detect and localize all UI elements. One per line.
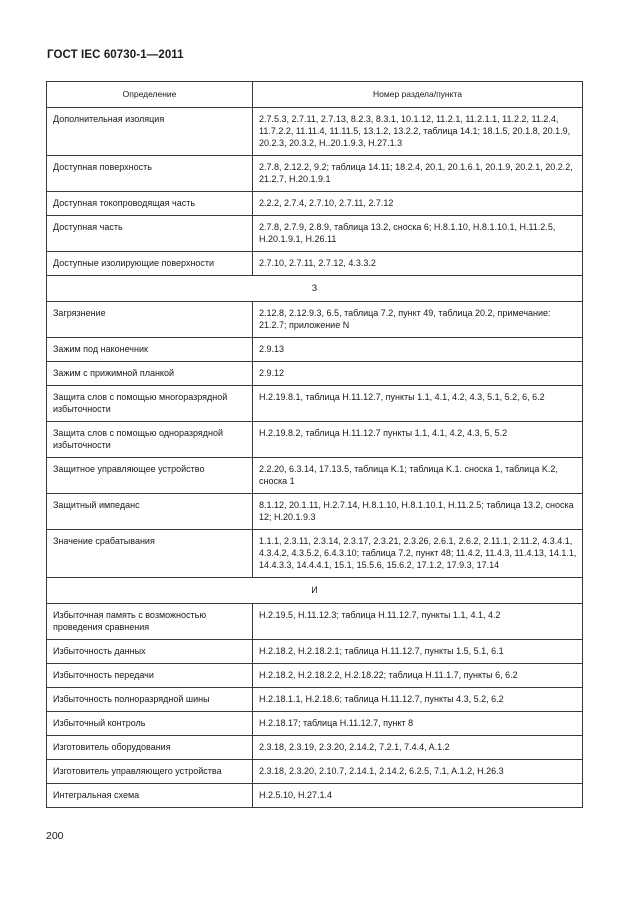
reference-cell: 2.3.18, 2.3.19, 2.3.20, 2.14.2, 7.2.1, 7.4.4, A.1.2 <box>253 736 583 760</box>
term-cell: Избыточная память с возможностью проведения сравнения <box>47 604 253 640</box>
reference-cell: 2.7.8, 2.12.2, 9.2; таблица 14.11; 18.2.4, 20.1, 20.1.6.1, 20.1.9, 20.2.1, 20.2.2, 21.2.7, H.20.1.9.1 <box>253 156 583 192</box>
reference-cell: H.2.18.1.1, H.2.18.6; таблица H.11.12.7, пункты 4.3, 5.2, 6.2 <box>253 688 583 712</box>
table-row <box>47 664 583 688</box>
table-row <box>47 494 583 530</box>
document-header: ГОСТ IEC 60730-1—2011 <box>47 49 184 61</box>
letter-heading: З <box>47 276 583 302</box>
index-table-body <box>47 108 583 808</box>
table-row <box>47 216 583 252</box>
reference-cell: 2.7.8, 2.7.9, 2.8.9, таблица 13.2, сноска 6; H.8.1.10, H.8.1.10.1, H.11.2.5, H.20.1.9.1, H.26.11 <box>253 216 583 252</box>
table-row <box>47 252 583 276</box>
column-header-definition: Определение <box>47 82 253 108</box>
term-cell: Загрязнение <box>47 302 253 338</box>
reference-cell: 2.7.5.3, 2.7.11, 2.7.13, 8.2.3, 8.3.1, 10.1.12, 11.2.1, 11.2.1.1, 11.2.2, 11.2.4, 11.7.2.2, 11.11.4, 11.11.5, 13.1.2, 13.2.2, таблица 14.1; 18.1.5, 20.1.8, 20.1.9, 20.2.3, 20.3.2, H..20.1.9.3, H.27.1.3 <box>253 108 583 156</box>
reference-cell: 2.2.2, 2.7.4, 2.7.10, 2.7.11, 2.7.12 <box>253 192 583 216</box>
reference-cell: H.2.18.2, H.2.18.2.1; таблица H.11.12.7, пункты 1.5, 5.1, 6.1 <box>253 640 583 664</box>
term-cell: Избыточный контроль <box>47 712 253 736</box>
table-row <box>47 604 583 640</box>
table-row <box>47 760 583 784</box>
term-cell: Избыточность передачи <box>47 664 253 688</box>
reference-cell: 2.9.12 <box>253 362 583 386</box>
letter-divider-row <box>47 578 583 604</box>
table-row <box>47 338 583 362</box>
table-row <box>47 458 583 494</box>
table-row <box>47 386 583 422</box>
table-row <box>47 108 583 156</box>
reference-cell: 8.1.12, 20.1.11, H.2.7.14, H.8.1.10, H.8.1.10.1, H.11.2.5; таблица 13.2, сноска 12; H.20.1.9.3 <box>253 494 583 530</box>
reference-cell: H.2.19.8.1, таблица H.11.12.7, пункты 1.1, 4.1, 4.2, 4.3, 5.1, 5.2, 6, 6.2 <box>253 386 583 422</box>
index-table <box>46 81 583 808</box>
term-cell: Дополнительная изоляция <box>47 108 253 156</box>
table-row <box>47 736 583 760</box>
table-row <box>47 192 583 216</box>
column-header-section: Номер раздела/пункта <box>253 82 583 108</box>
term-cell: Зажим под наконечник <box>47 338 253 362</box>
term-cell: Доступная токопроводящая часть <box>47 192 253 216</box>
term-cell: Защитный импеданс <box>47 494 253 530</box>
term-cell: Доступная поверхность <box>47 156 253 192</box>
term-cell: Интегральная схема <box>47 784 253 808</box>
reference-cell: H.2.5.10, H.27.1.4 <box>253 784 583 808</box>
reference-cell: H.2.19.5, H.11.12.3; таблица H.11.12.7, пункты 1.1, 4.1, 4.2 <box>253 604 583 640</box>
term-cell: Значение срабатывания <box>47 530 253 578</box>
table-row <box>47 156 583 192</box>
term-cell: Избыточность полноразрядной шины <box>47 688 253 712</box>
table-row <box>47 784 583 808</box>
reference-cell: 1.1.1, 2.3.11, 2.3.14, 2.3.17, 2.3.21, 2.3.26, 2.6.1, 2.6.2, 2.11.1, 2.11.2, 4.3.4.1, 4.3.4.2, 4.3.5.2, 6.4.3.10; таблица 7.2, пункт 48; 11.4.2, 11.4.3, 11.4.13, 14.1.1, 14.4.3.3, 14.4.4.1, 15.1, 15.5.6, 15.6.2, 17.1.2, 17.9.3, 17.14 <box>253 530 583 578</box>
table-row <box>47 422 583 458</box>
reference-cell: 2.7.10, 2.7.11, 2.7.12, 4.3.3.2 <box>253 252 583 276</box>
letter-divider-row <box>47 276 583 302</box>
term-cell: Защита слов с помощью одноразрядной избыточности <box>47 422 253 458</box>
table-row <box>47 640 583 664</box>
term-cell: Доступные изолирующие поверхности <box>47 252 253 276</box>
term-cell: Изготовитель оборудования <box>47 736 253 760</box>
reference-cell: 2.9.13 <box>253 338 583 362</box>
table-row <box>47 362 583 386</box>
table-row <box>47 302 583 338</box>
page-number: 200 <box>46 830 64 842</box>
table-row <box>47 688 583 712</box>
reference-cell: H.2.18.17; таблица H.11.12.7, пункт 8 <box>253 712 583 736</box>
table-row <box>47 530 583 578</box>
reference-cell: H.2.18.2, H.2.18.2.2, H.2.18.22; таблица H.11.1.7, пункты 6, 6.2 <box>253 664 583 688</box>
term-cell: Изготовитель управляющего устройства <box>47 760 253 784</box>
term-cell: Избыточность данных <box>47 640 253 664</box>
reference-cell: H.2.19.8.2, таблица H.11.12.7 пункты 1.1, 4.1, 4.2, 4.3, 5, 5.2 <box>253 422 583 458</box>
term-cell: Защитное управляющее устройство <box>47 458 253 494</box>
letter-heading: И <box>47 578 583 604</box>
term-cell: Зажим с прижимной планкой <box>47 362 253 386</box>
term-cell: Доступная часть <box>47 216 253 252</box>
reference-cell: 2.2.20, 6.3.14, 17.13.5, таблица K.1; таблица K.1. сноска 1, таблица K.2, сноска 1 <box>253 458 583 494</box>
table-row <box>47 712 583 736</box>
table-header-row <box>47 82 583 108</box>
reference-cell: 2.3.18, 2.3.20, 2.10.7, 2.14.1, 2.14.2, 6.2.5, 7.1, A.1.2, H.26.3 <box>253 760 583 784</box>
reference-cell: 2.12.8, 2.12.9.3, 6.5, таблица 7.2, пункт 49, таблица 20.2, примечание: 21.2.7; приложение N <box>253 302 583 338</box>
term-cell: Защита слов с помощью многоразрядной избыточности <box>47 386 253 422</box>
